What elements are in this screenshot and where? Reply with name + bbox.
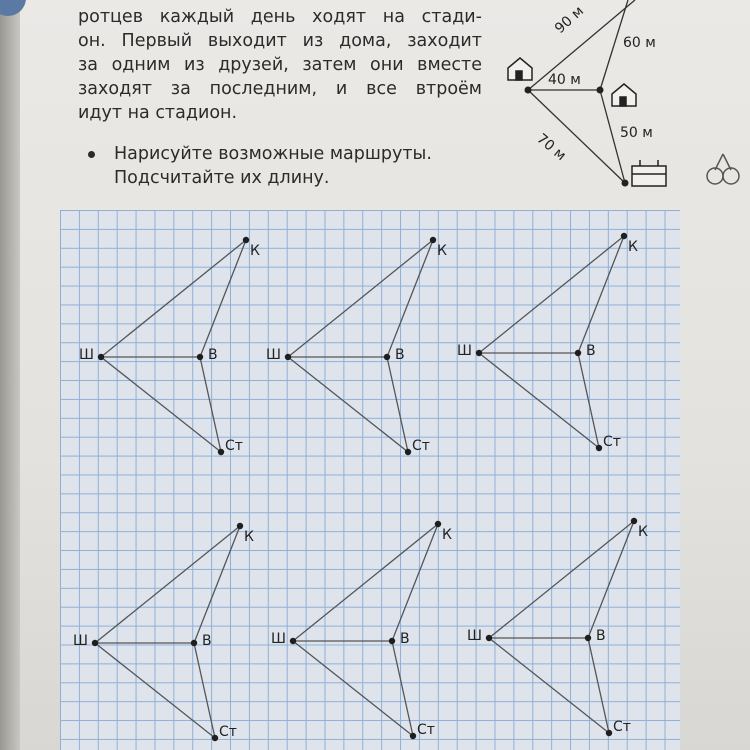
- map-distance-90: 90 м: [551, 3, 588, 37]
- label-st: Ст: [603, 434, 621, 450]
- segment-sh-k: [489, 521, 634, 638]
- map-distance-40: 40 м: [548, 72, 581, 88]
- route-figure-1: [79, 237, 260, 455]
- label-sh: Ш: [73, 633, 88, 649]
- point-st: [212, 735, 218, 741]
- point-st: [606, 730, 612, 736]
- point-sh: [486, 635, 492, 641]
- label-sh: Ш: [79, 347, 94, 363]
- point-v: [389, 638, 395, 644]
- point-v: [585, 635, 591, 641]
- label-sh: Ш: [271, 631, 286, 647]
- route-figure-2: [266, 237, 447, 455]
- route-figure-5: [271, 521, 452, 739]
- segment-v-k: [194, 526, 240, 643]
- point-sh: [92, 640, 98, 646]
- route-figure-3: [457, 233, 638, 451]
- label-k: К: [638, 524, 648, 540]
- task-text-line-3: за одним из друзей, затем они вместе: [78, 55, 482, 75]
- task-text-line-2: он. Первый выходит из дома, заходит: [78, 31, 482, 51]
- point-sh: [98, 354, 104, 360]
- route-figure-6: [467, 518, 648, 736]
- label-sh: Ш: [467, 628, 482, 644]
- instruction-line-1: Нарисуйте возможные маршруты.: [114, 144, 432, 164]
- point-st: [405, 449, 411, 455]
- segment-sh-k: [479, 236, 624, 353]
- point-k: [621, 233, 627, 239]
- task-text-line-4: заходят за последним, и все втроём: [78, 79, 482, 99]
- point-k: [243, 237, 249, 243]
- label-v: В: [395, 347, 405, 363]
- segment-v-k: [387, 240, 433, 357]
- label-v: В: [202, 633, 212, 649]
- point-k: [430, 237, 436, 243]
- point-k: [237, 523, 243, 529]
- label-k: К: [442, 527, 452, 543]
- segment-v-k: [200, 240, 246, 357]
- label-k: К: [244, 529, 254, 545]
- segment-sh-k: [288, 240, 433, 357]
- point-sh: [476, 350, 482, 356]
- label-k: К: [250, 243, 260, 259]
- segment-v-k: [588, 521, 634, 638]
- point-v: [575, 350, 581, 356]
- label-sh: Ш: [457, 343, 472, 359]
- task-text-line-5: идут на стадион.: [78, 103, 238, 123]
- label-st: Ст: [613, 719, 631, 735]
- segment-sh-k: [101, 240, 246, 357]
- point-v: [384, 354, 390, 360]
- point-sh: [285, 354, 291, 360]
- label-k: К: [628, 239, 638, 255]
- label-v: В: [208, 347, 218, 363]
- point-k: [435, 521, 441, 527]
- label-v: В: [400, 631, 410, 647]
- point-v: [191, 640, 197, 646]
- label-v: В: [596, 628, 606, 644]
- label-st: Ст: [412, 438, 430, 454]
- segment-sh-k: [293, 524, 438, 641]
- segment-sh-k: [95, 526, 240, 643]
- label-st: Ст: [225, 438, 243, 454]
- point-st: [218, 449, 224, 455]
- label-st: Ст: [219, 724, 237, 740]
- point-k: [631, 518, 637, 524]
- segment-v-k: [578, 236, 624, 353]
- point-st: [410, 733, 416, 739]
- label-st: Ст: [417, 722, 435, 738]
- task-text-line-1: ротцев каждый день ходят на стади-: [78, 7, 482, 27]
- label-v: В: [586, 343, 596, 359]
- segment-v-k: [392, 524, 438, 641]
- instruction-line-2: Подсчитайте их длину.: [114, 168, 330, 188]
- map-distance-60: 60 м: [623, 35, 656, 51]
- point-st: [596, 445, 602, 451]
- map-distance-50: 50 м: [620, 125, 653, 141]
- map-distance-70: 70 м: [533, 130, 569, 165]
- label-sh: Ш: [266, 347, 281, 363]
- label-k: К: [437, 243, 447, 259]
- point-v: [197, 354, 203, 360]
- point-sh: [290, 638, 296, 644]
- route-figure-4: [73, 523, 254, 741]
